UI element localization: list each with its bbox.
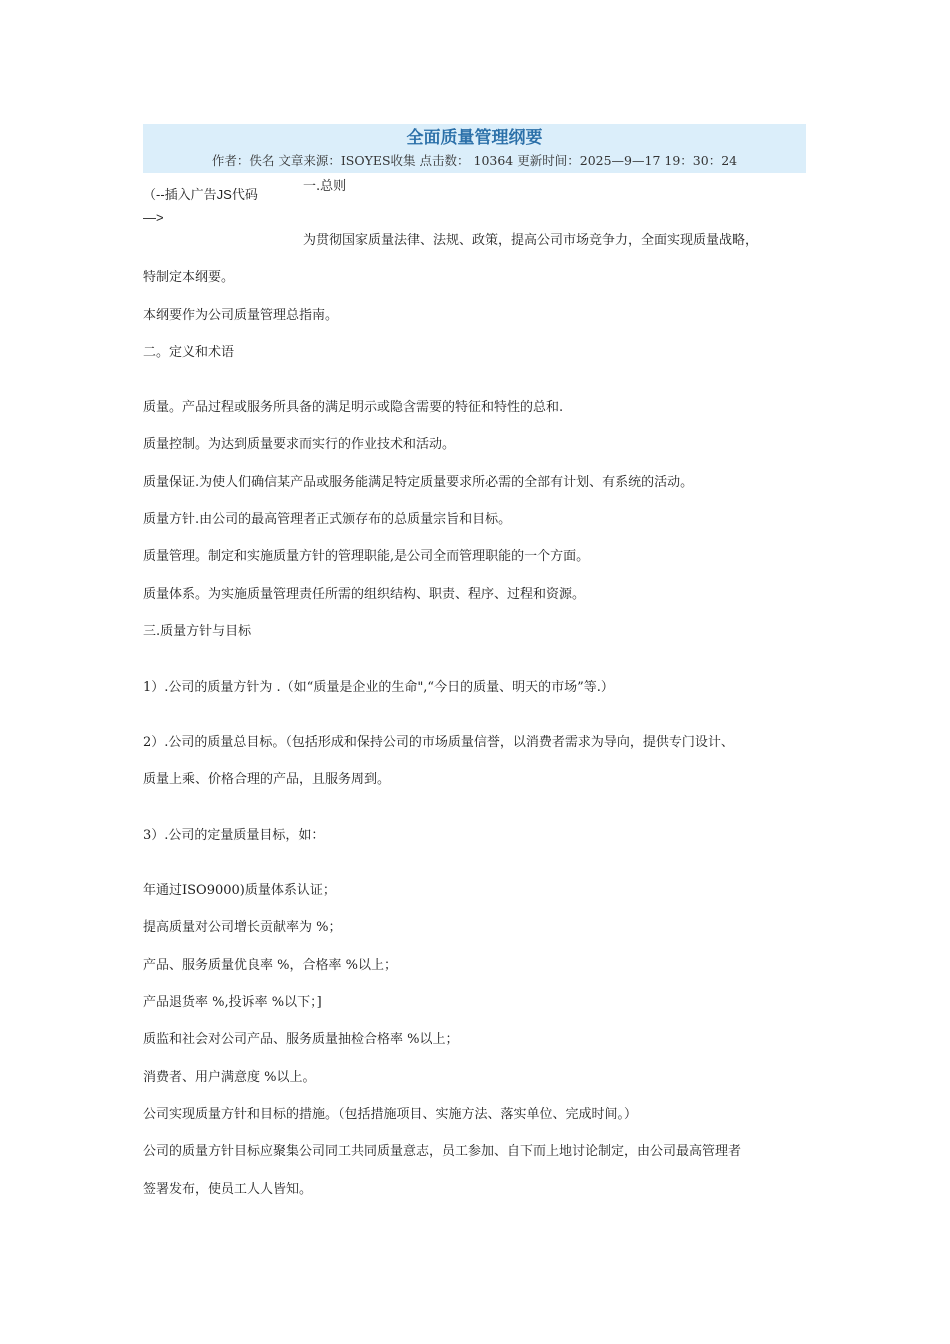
section-1-paragraph-1-line-1: 为贯彻国家质量法律、法规、政策，提高公司市场竞争力，全面实现质量战略，	[303, 233, 759, 248]
target-item: 年通过ISO9000)质量体系认证；	[143, 883, 336, 898]
closing-paragraph-line-2: 签署发布，使员工人人皆知。	[143, 1182, 313, 1197]
policy-item-2-line-2: 质量上乘、价格合理的产品，且服务周到。	[143, 772, 391, 787]
policy-item-3: 3）.公司的定量质量目标，如：	[143, 828, 325, 843]
section-1-paragraph-1-line-2: 特制定本纲要。	[143, 270, 235, 285]
policy-item-2-line-1: 2）.公司的质量总目标。（包括形成和保持公司的市场质量信誉，以消费者需求为导向，提供专门设计、	[143, 735, 734, 750]
target-item: 产品、服务质量优良率 %，合格率 %以上；	[143, 958, 397, 973]
section-2-heading: 二。定义和术语	[143, 345, 235, 360]
target-item: 提高质量对公司增长贡献率为 %；	[143, 920, 342, 935]
target-item: 公司实现质量方针和目标的措施。（包括措施项目、实施方法、落实单位、完成时间。）	[143, 1107, 638, 1122]
section-1-paragraph-2: 本纲要作为公司质量管理总指南。	[143, 308, 339, 323]
definition-item: 质量管理。制定和实施质量方针的管理职能,是公司全而管理职能的一个方面。	[143, 549, 590, 564]
definition-item: 质量方针.由公司的最高管理者正式颁存布的总质量宗旨和目标。	[143, 512, 512, 527]
target-item: 质监和社会对公司产品、服务质量抽检合格率 %以上；	[143, 1032, 459, 1047]
ad-note-line-1: （--插入广告JS代码	[143, 187, 258, 202]
policy-item-1: 1）.公司的质量方针为 .（如“质量是企业的生命",“今日的质量、明天的市场”等.）	[143, 680, 614, 695]
section-1-heading: 一.总则	[303, 179, 347, 194]
definition-item: 质量保证.为使人们确信某产品或服务能满足特定质量要求所必需的全部有计划、有系统的活动。	[143, 475, 694, 490]
target-item: 产品退货率 %,投诉率 %以下；]	[143, 995, 322, 1010]
definition-item: 质量。产品过程或服务所具备的满足明示或隐含需要的特征和特性的总和.	[143, 400, 564, 415]
ad-placeholder-note	[143, 183, 288, 229]
page-title: 全面质量管理纲要	[406, 128, 543, 148]
target-item: 消费者、用户满意度 %以上。	[143, 1070, 316, 1085]
article-header	[143, 124, 806, 173]
closing-paragraph-line-1: 公司的质量方针目标应聚集公司同工共同质量意志，员工参加、自下而上地讨论制定，由公司最高管理者	[143, 1144, 742, 1159]
article-meta: 作者：佚名 文章来源：ISOYES收集 点击数： 10364 更新时间：2025—9—17 19：30：24	[211, 153, 738, 168]
definition-item: 质量控制。为达到质量要求而实行的作业技术和活动。	[143, 437, 456, 452]
ad-note-line-2: —>	[143, 210, 164, 225]
section-3-heading: 三.质量方针与目标	[143, 624, 252, 639]
definition-item: 质量体系。为实施质量管理责任所需的组织结构、职责、程序、过程和资源。	[143, 587, 586, 602]
